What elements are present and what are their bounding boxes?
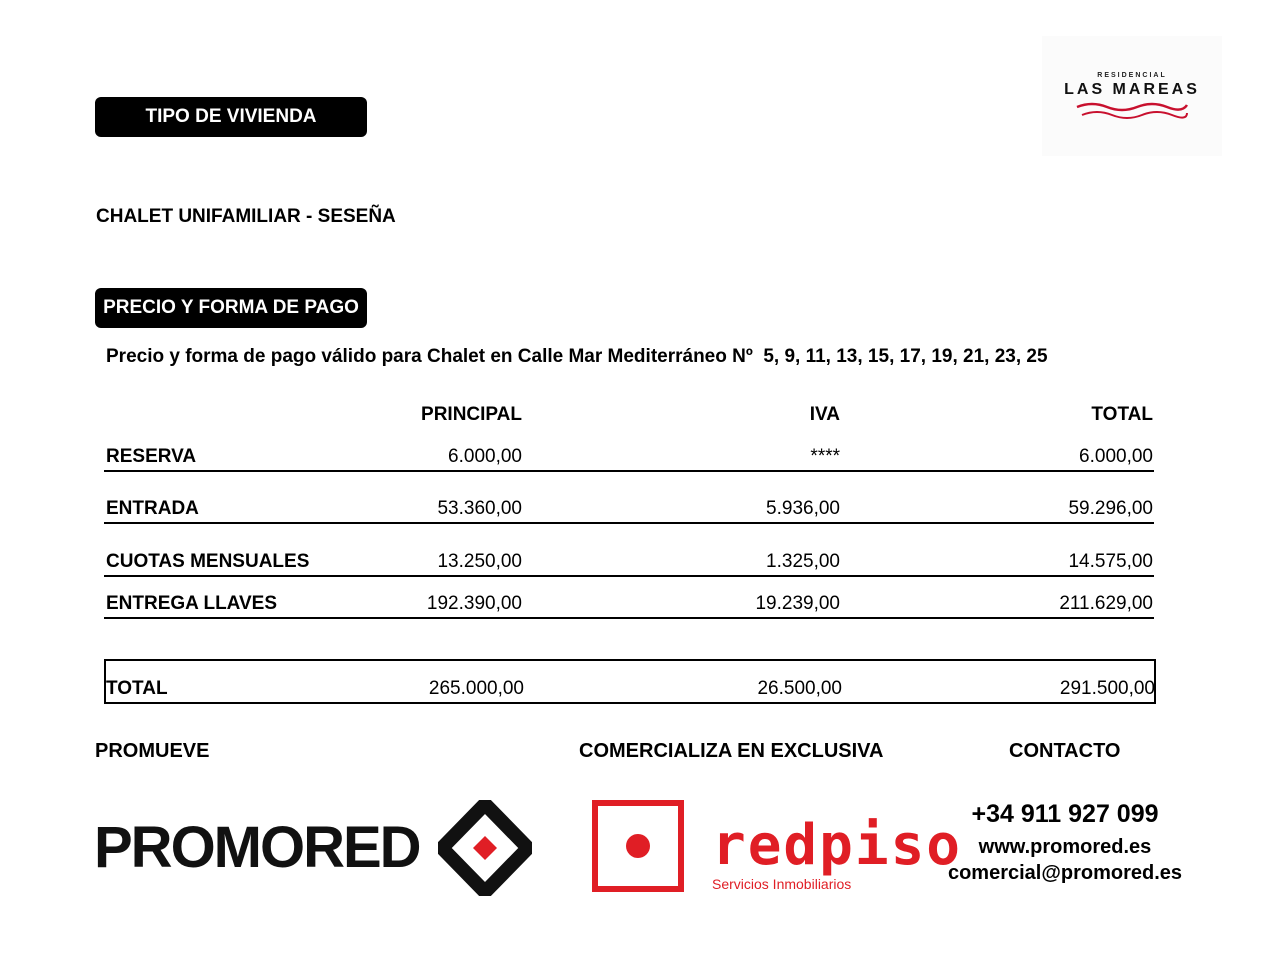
logo-big-text: LAS MAREAS [1064, 80, 1200, 98]
contact-web[interactable]: www.promored.es [978, 836, 1152, 858]
table-row [104, 440, 1154, 472]
redpiso-subtitle: Servicios Inmobiliarios [712, 876, 852, 892]
row-principal: 13.250,00 [437, 551, 522, 572]
total-iva: 26.500,00 [757, 678, 842, 699]
redpiso-logo-text: redpiso [712, 813, 963, 878]
contact-phone[interactable]: +34 911 927 099 [971, 800, 1159, 828]
table-row [104, 545, 1154, 577]
precio-note: Precio y forma de pago válido para Chalet en Calle Mar Mediterráneo Nº 5, 9, 11, 13, 15, 17, 19, 21, 23, 25 [106, 346, 1048, 367]
row-label: ENTRADA [106, 498, 199, 519]
row-label: RESERVA [106, 446, 197, 467]
row-principal: 6.000,00 [448, 446, 522, 467]
row-principal: 192.390,00 [426, 593, 522, 614]
promueve-heading: PROMUEVE [95, 740, 210, 762]
comercializa-heading: COMERCIALIZA EN EXCLUSIVA [579, 740, 884, 762]
tipo-vivienda-heading: TIPO DE VIVIENDA [95, 97, 367, 137]
row-label: ENTREGA LLAVES [106, 593, 278, 614]
redpiso-square-icon [592, 800, 684, 892]
row-total: 6.000,00 [1079, 446, 1153, 467]
row-principal: 53.360,00 [437, 498, 522, 519]
table-row [104, 587, 1154, 619]
total-label: TOTAL [106, 678, 168, 699]
total-row [104, 659, 1156, 704]
table-row [104, 492, 1154, 524]
row-label: CUOTAS MENSUALES [106, 551, 310, 572]
total-principal: 265.000,00 [428, 678, 524, 699]
row-total: 59.296,00 [1068, 498, 1153, 519]
row-total: 211.629,00 [1059, 593, 1153, 614]
tipo-vivienda-value: CHALET UNIFAMILIAR - SESEÑA [96, 206, 396, 227]
contacto-heading: CONTACTO [1009, 740, 1121, 762]
total-total: 291.500,00 [1059, 678, 1155, 699]
row-iva: 19.239,00 [755, 593, 840, 614]
contact-email[interactable]: comercial@promored.es [947, 862, 1183, 884]
promored-logo-text: PROMORED [94, 815, 420, 880]
row-iva: 5.936,00 [766, 498, 840, 519]
logo-small-text: RESIDENCIAL [1097, 71, 1167, 79]
header-iva: IVA [809, 404, 840, 425]
las-mareas-logo [1042, 36, 1222, 156]
precio-heading: PRECIO Y FORMA DE PAGO [95, 288, 367, 328]
header-total: TOTAL [1091, 404, 1153, 425]
row-iva: 1.325,00 [766, 551, 840, 572]
row-iva: **** [810, 446, 840, 467]
promored-diamond-icon [438, 800, 532, 896]
wave-icon [1072, 99, 1192, 121]
header-principal: PRINCIPAL [421, 404, 522, 425]
row-total: 14.575,00 [1068, 551, 1153, 572]
